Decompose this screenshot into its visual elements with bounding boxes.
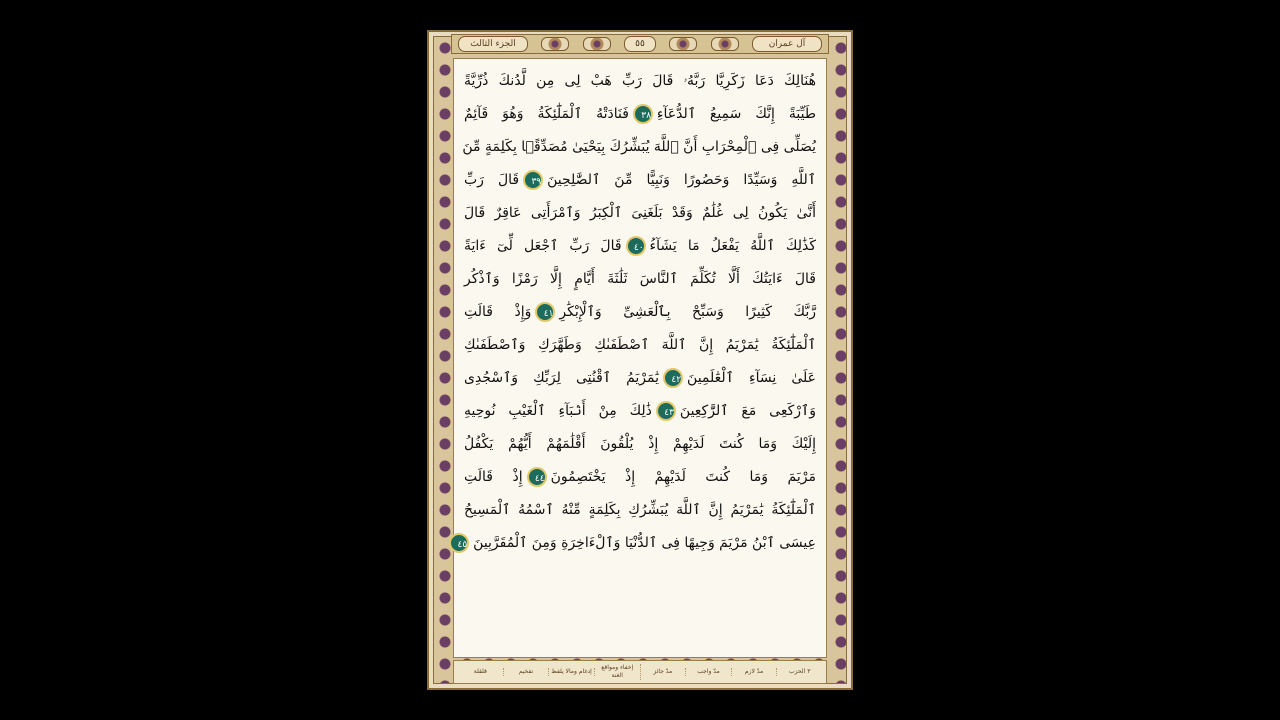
legend-item: إخفاء ومواقع الغنة [595, 664, 641, 680]
verse-line [457, 527, 816, 560]
ayah-number-marker: ٣٨ [633, 104, 653, 124]
verse-line [464, 65, 816, 98]
verse-text: وَإِذْ قَالَتِ [464, 304, 532, 320]
verse-text: ذَٰلِكَ مِنْ أَنۢبَآءِ ٱلْغَيْبِ نُوحِيهِ [464, 403, 652, 419]
verse-text: ٱلْمَلَٰٓئِكَةُ يَٰمَرْيَمُ إِنَّ ٱللَّهَ يُبَشِّرُكِ بِكَلِمَةٍ مِّنْهُ ٱسْمُهُ ٱلْمَسِيحُ [464, 502, 816, 518]
verse-text: كَذَٰلِكَ ٱللَّهُ يَفْعَلُ مَا يَشَآءُ [649, 238, 816, 254]
verse-line [464, 362, 816, 395]
ayah-number-marker: ٤٣ [656, 401, 676, 421]
verse-text: ٱلْمَلَٰٓئِكَةُ يَٰمَرْيَمُ إِنَّ ٱللَّهَ ٱصْطَفَىٰكِ وَطَهَّرَكِ وَٱصْطَفَىٰكِ [464, 337, 816, 353]
ayah-number-marker: ٤٤ [527, 467, 547, 487]
legend-item: قلقلة [458, 668, 504, 676]
verse-text: هُنَالِكَ دَعَا زَكَرِيَّا رَبَّهُۥ قَالَ رَبِّ هَبْ لِى مِن لَّدُنكَ ذُرِّيَّةً [464, 73, 816, 89]
verse-text: قَالَ ءَايَتُكَ أَلَّا تُكَلِّمَ ٱلنَّاسَ ثَلَٰثَةَ أَيَّامٍ إِلَّا رَمْزًا وَٱذْكُر [464, 271, 816, 287]
ayah-number-marker: ٤٠ [626, 236, 646, 256]
tajweed-legend [453, 660, 827, 684]
verse-text: إِذْ قَالَتِ [464, 469, 523, 485]
juz-name: الجزء الثالث [458, 36, 528, 52]
legend-item: إدغام ومالا يلفظ [549, 668, 595, 676]
verse-line [464, 428, 816, 461]
verse-text: عِيسَى ٱبْنُ مَرْيَمَ وَجِيهًا فِى ٱلدُّنْيَا وَٱلْءَاخِرَةِ وَمِنَ ٱلْمُقَرَّبِينَ [473, 535, 816, 551]
verse-line [464, 230, 816, 263]
ornament-icon [711, 37, 739, 51]
verse-text: يَٰمَرْيَمُ ٱقْنُتِى لِرَبِّكِ وَٱسْجُدِى [464, 370, 660, 386]
verse-line [464, 98, 816, 131]
ayah-number-marker: ٤٥ [449, 533, 469, 553]
mushaf-page [427, 30, 853, 690]
legend-item: تفخيم [504, 668, 550, 676]
verse-text: فَنَادَتْهُ ٱلْمَلَٰٓئِكَةُ وَهُوَ قَآئِمٌ [464, 106, 629, 122]
verse-line [464, 263, 816, 296]
ayah-number-marker: ٤١ [535, 302, 555, 322]
verse-line [464, 197, 816, 230]
ornament-icon [541, 37, 569, 51]
verse-line [464, 164, 816, 197]
surah-name: آل عمران [752, 36, 822, 52]
verse-line [464, 494, 816, 527]
verse-text: وَٱرْكَعِى مَعَ ٱلرَّٰكِعِينَ [679, 403, 816, 419]
verse-line [464, 395, 816, 428]
verse-text: قَالَ رَبِّ ٱجْعَل لِّىٓ ءَايَةً [464, 238, 622, 254]
quran-text-panel [453, 58, 827, 658]
verse-text: قَالَ رَبِّ [464, 172, 520, 188]
verse-text: أَنَّىٰ يَكُونُ لِى غُلَٰمٌ وَقَدْ بَلَغَنِىَ ٱلْكِبَرُ وَٱمْرَأَتِى عَاقِرٌ قَالَ [464, 205, 816, 221]
verse-text: عَلَىٰ نِسَآءِ ٱلْعَٰلَمِينَ [687, 370, 816, 386]
ornament-icon [583, 37, 611, 51]
page-number: ٥٥ [624, 36, 656, 52]
legend-item: مدّ واجب [686, 668, 732, 676]
verse-text: يُصَلِّى فِى ٱلْمِحْرَابِ أَنَّ ٱللَّهَ يُبَشِّرُكَ بِيَحْيَىٰ مُصَدِّقًۢا بِكَلِمَةٍ مِّنَ [462, 139, 816, 155]
verse-text: رَّبَّكَ كَثِيرًا وَسَبِّحْ بِٱلْعَشِىِّ وَٱلْإِبْكَٰرِ [559, 304, 816, 320]
page-header [451, 34, 829, 54]
verse-text: طَيِّبَةً إِنَّكَ سَمِيعُ ٱلدُّعَآءِ [656, 106, 816, 122]
legend-item: مدّ جائز [641, 668, 687, 676]
verse-text: مَرْيَمَ وَمَا كُنتَ لَدَيْهِمْ إِذْ يَخْتَصِمُونَ [550, 469, 816, 485]
verse-line [464, 461, 816, 494]
legend-item: مدّ لازم [732, 668, 778, 676]
legend-item: ٣ الحزب [788, 668, 811, 675]
verse-line [464, 329, 816, 362]
ornament-icon [669, 37, 697, 51]
ayah-number-marker: ٣٩ [523, 170, 543, 190]
verse-line [464, 131, 816, 164]
verse-text: إِلَيْكَ وَمَا كُنتَ لَدَيْهِمْ إِذْ يُلْقُونَ أَقْلَٰمَهُمْ أَيُّهُمْ يَكْفُلُ [464, 436, 816, 452]
verse-line [464, 296, 816, 329]
ayah-number-marker: ٤٢ [663, 368, 683, 388]
verse-text: ٱللَّهِ وَسَيِّدًا وَحَصُورًا وَنَبِيًّا مِّنَ ٱلصَّٰلِحِينَ [547, 172, 816, 188]
